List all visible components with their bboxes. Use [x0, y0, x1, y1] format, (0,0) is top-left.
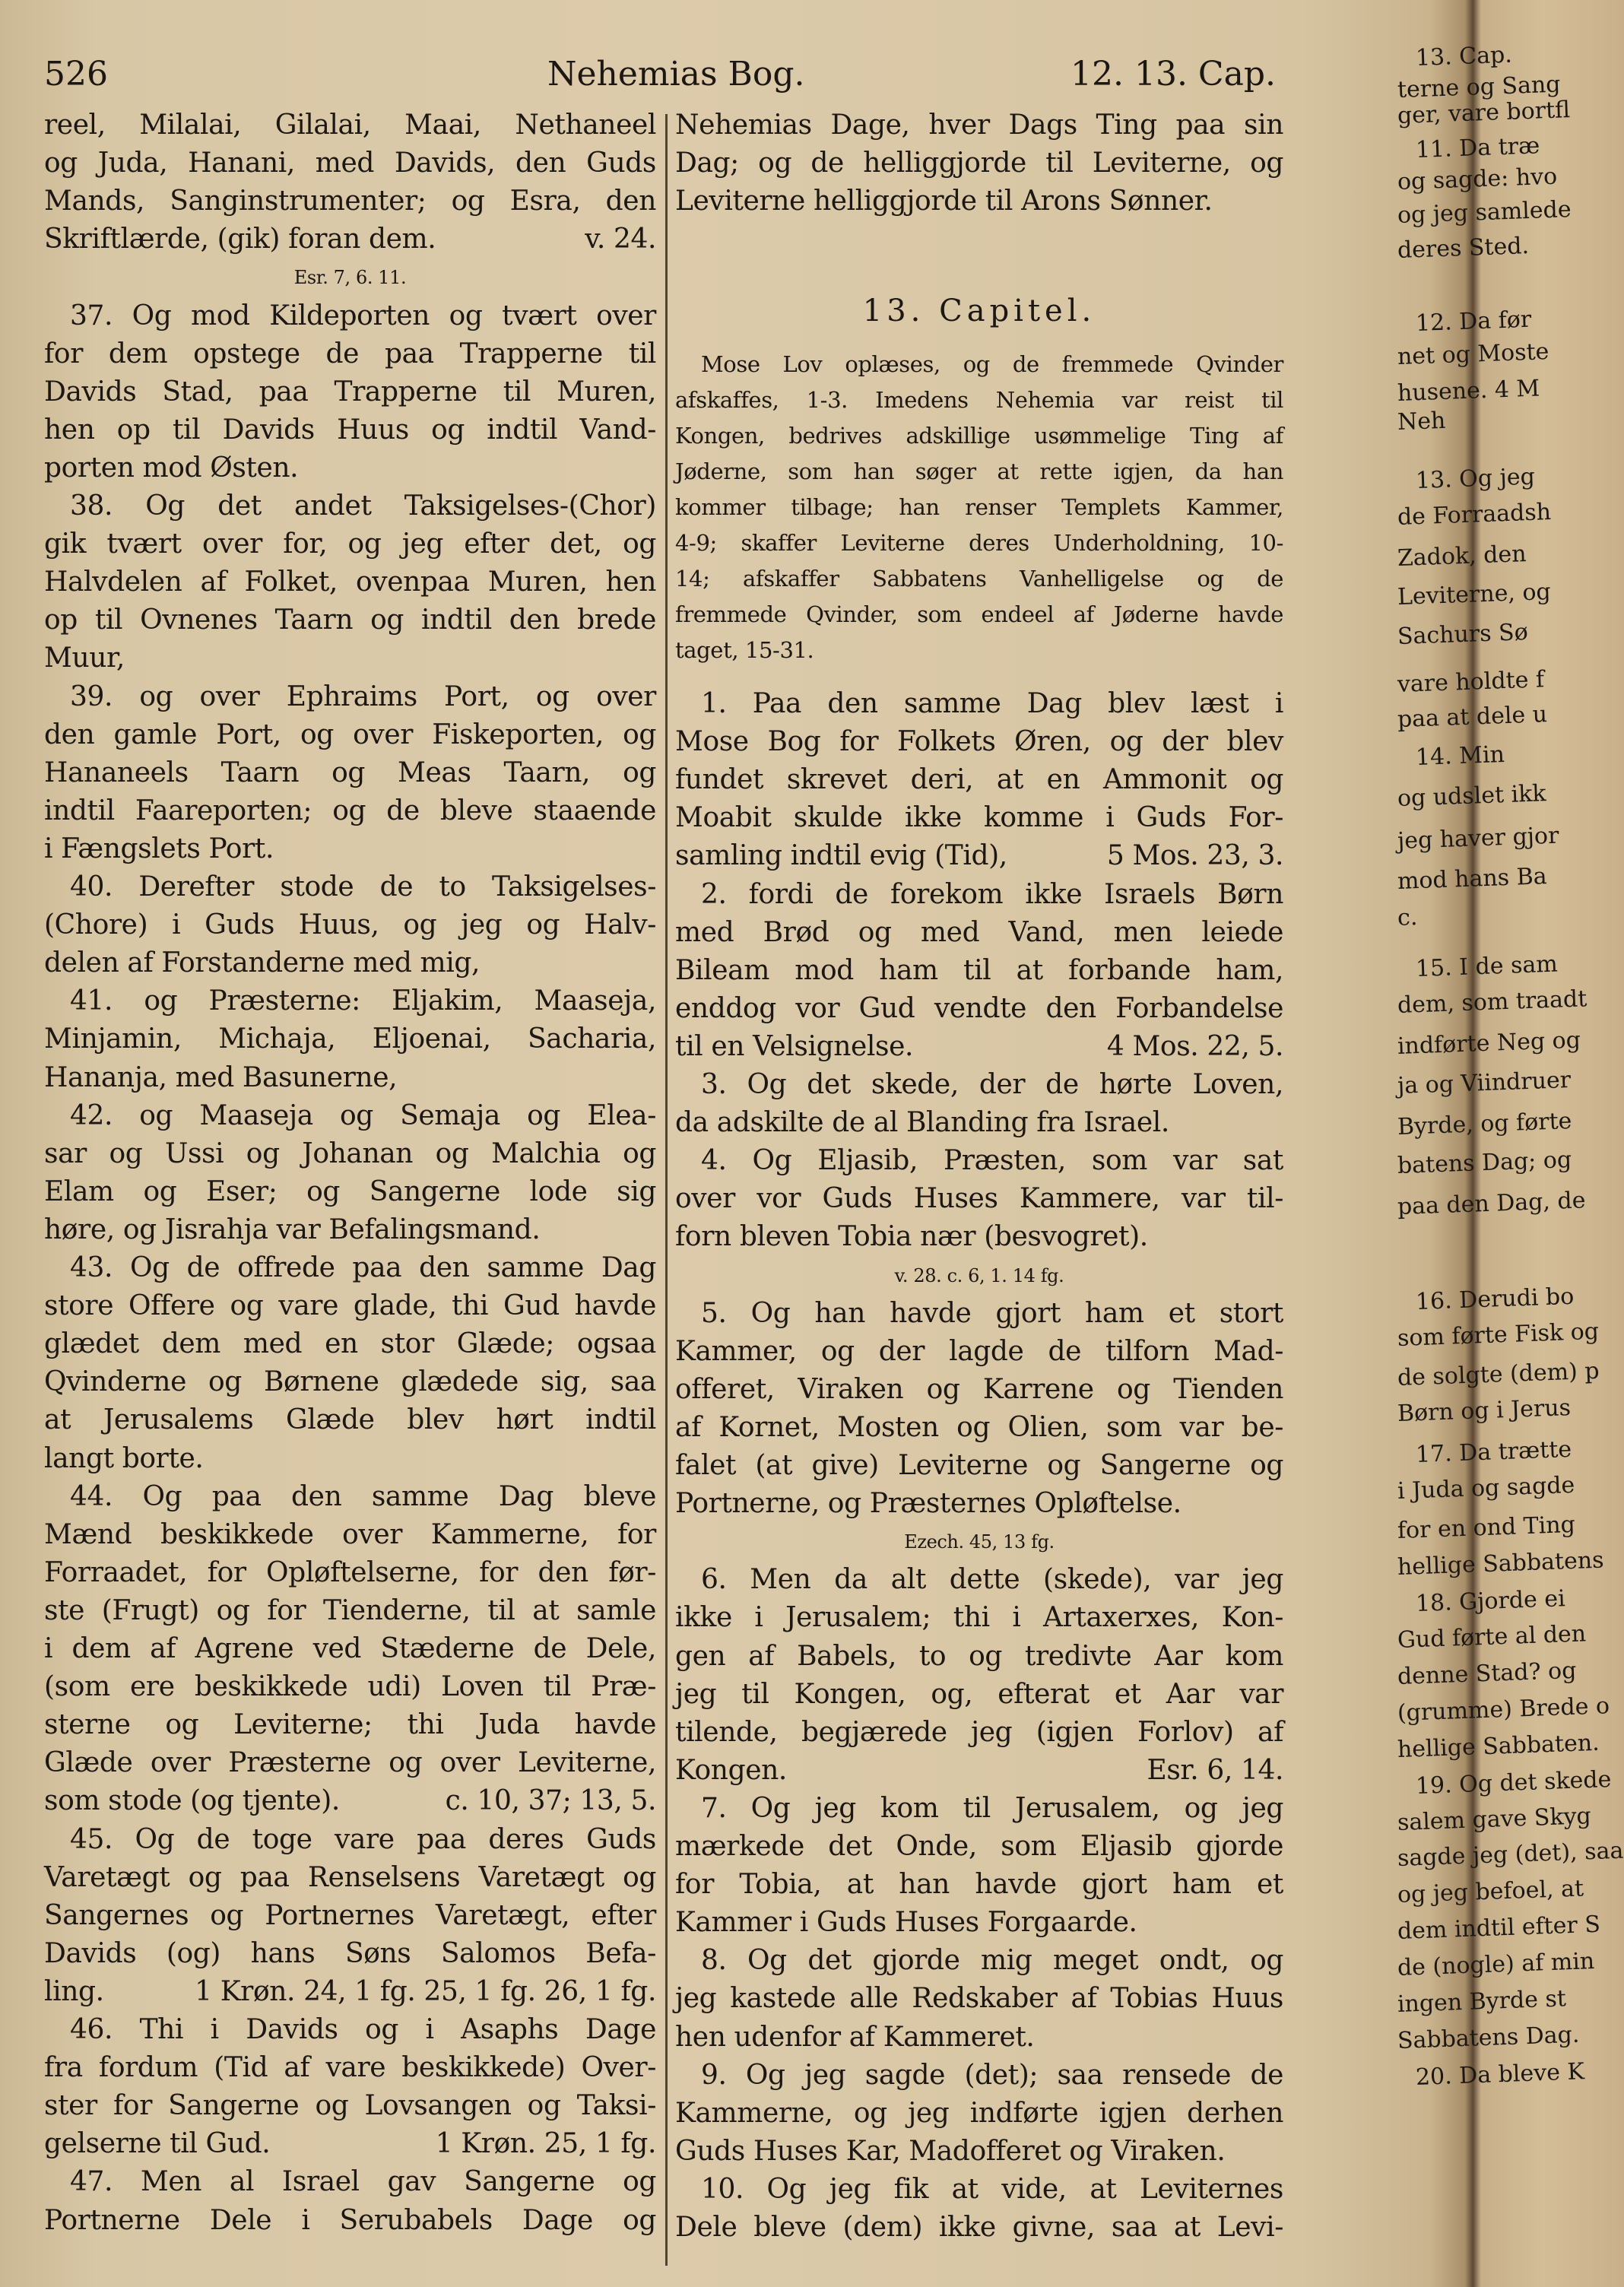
chapter-summary-line: 14; afskaffer Sabbatens Vanhelligelse og de — [675, 566, 1283, 592]
verse-start: 9. Og jeg sagde (det); saa rensede de — [701, 2059, 1283, 2091]
edge-text-line: som førte Fisk og — [1397, 1318, 1600, 1352]
verse-start: 39. og over Ephraims Port, og over — [70, 680, 656, 712]
edge-text-line: dem indtil efter S — [1397, 1911, 1601, 1946]
chapter-summary-line: kommer tilbage; han renser Templets Kammer, — [675, 494, 1283, 520]
column-divider — [665, 114, 668, 2266]
text-line: op til Ovnenes Taarn og indtil den brede — [44, 604, 656, 636]
text-line: reel, Milalai, Gilalai, Maai, Nethaneel — [44, 109, 656, 141]
edge-text-line: sagde jeg (det), saa — [1397, 1838, 1624, 1873]
running-title: Nehemias Bog. — [547, 55, 805, 94]
text-line: glædet dem med en stor Glæde; ogsaa — [44, 1328, 656, 1360]
edge-text-line: paa at dele u — [1397, 701, 1548, 734]
verse-start: 44. Og paa den samme Dag bleve — [70, 1480, 656, 1512]
text-line — [675, 837, 1283, 875]
text-line: Kammer, og der lagde de tilforn Mad- — [675, 1335, 1283, 1367]
text-line: Moabit skulde ikke komme i Guds For- — [675, 802, 1283, 834]
edge-text-line: jeg haver gjor — [1397, 822, 1559, 855]
right-column — [675, 0, 1283, 2287]
text-line: Elam og Eser; og Sangerne lode sig — [44, 1175, 656, 1207]
chapter-summary-line: 4-9; skaffer Leviterne deres Underholdning, 10- — [675, 530, 1283, 556]
text-line: Dag; og de helliggjorde til Leviterne, og — [675, 147, 1283, 179]
text-line — [675, 1752, 1283, 1790]
edge-text-line: Sabbatens Dag. — [1397, 2021, 1580, 2055]
edge-text-line: paa den Dag, de — [1397, 1187, 1586, 1221]
cross-reference: v. 28. c. 6, 1. 14 fg. — [894, 1264, 1064, 1286]
text-line: indtil Faareporten; og de bleve staaende — [44, 795, 656, 826]
edge-text-line: Sachurs Sø — [1397, 619, 1529, 651]
edge-text-line: 18. Gjorde ei — [1415, 1584, 1566, 1617]
verse-start: 40. Derefter stode de to Taksigelses- — [70, 871, 656, 902]
line-text: gelserne til Gud. — [44, 2128, 271, 2160]
line-text: Skriftlærde, (gik) foran dem. — [44, 224, 436, 255]
line-text: samling indtil evig (Tid), — [675, 840, 1007, 872]
text-line: fra fordum (Tid af vare beskikkede) Over- — [44, 2052, 656, 2084]
edge-text-line: batens Dag; og — [1397, 1147, 1572, 1180]
text-line — [44, 1973, 656, 2011]
text-line: porten mod Østen. — [44, 452, 299, 484]
edge-text-line: c. — [1397, 904, 1418, 932]
edge-text-line: ger, vare bortfl — [1397, 97, 1571, 130]
verse-start: 7. Og jeg kom til Jerusalem, og jeg — [701, 1792, 1283, 1824]
edge-text-line: terne og Sang — [1397, 71, 1562, 103]
verse-start: 3. Og det skede, der de hørte Loven, — [701, 1069, 1283, 1100]
next-page-edge — [1393, 0, 1624, 2287]
chapter-summary-line: taget, 15-31. — [675, 637, 814, 663]
text-line: Sangernes og Portnernes Varetægt, efter — [44, 1899, 656, 1931]
verse-start: 5. Og han havde gjort ham et stort — [701, 1297, 1283, 1329]
edge-text-line: og jeg samlede — [1397, 195, 1572, 229]
text-line: Halvdelen af Folket, ovenpaa Muren, hen — [44, 566, 656, 598]
text-line: gik tvært over for, og jeg efter det, og — [44, 528, 656, 560]
cross-reference: v. 24. — [585, 224, 656, 255]
edge-text-line: 12. Da før — [1415, 306, 1532, 337]
cross-reference: 1 Krøn. 24, 1 fg. 25, 1 fg. 26, 1 fg. — [195, 1975, 656, 2007]
text-line: Davids (og) hans Søns Salomos Befa- — [44, 1937, 656, 1969]
verse-start: 8. Og det gjorde mig meget ondt, og — [701, 1945, 1283, 1977]
edge-text-line: Leviterne, og — [1397, 579, 1552, 611]
text-line: over vor Guds Huses Kammere, var til- — [675, 1183, 1283, 1215]
cross-reference: 1 Krøn. 25, 1 fg. — [435, 2128, 656, 2160]
text-line: for dem opstege de paa Trapperne til — [44, 338, 656, 370]
line-text: Kongen. — [675, 1754, 787, 1786]
verse-start: 37. Og mod Kildeporten og tvært over — [70, 300, 656, 331]
text-line: offeret, Viraken og Karrene og Tienden — [675, 1373, 1283, 1405]
left-column — [44, 0, 656, 2287]
text-line: Varetægt og paa Renselsens Varetægt og — [44, 1861, 656, 1893]
text-line: Muur, — [44, 642, 125, 674]
verse-start: 42. og Maaseja og Semaja og Elea- — [70, 1099, 656, 1131]
text-line: Mænd beskikkede over Kammerne, for — [44, 1518, 656, 1550]
text-line: Leviterne helliggjorde til Arons Sønner. — [675, 186, 1213, 217]
text-line: den gamle Port, og over Fiskeporten, og — [44, 718, 656, 750]
edge-text-line: og udslet ikk — [1397, 780, 1547, 813]
text-line: Mands, Sanginstrumenter; og Esra, den — [44, 186, 656, 217]
text-line — [44, 220, 656, 259]
edge-text-line: Neh — [1397, 408, 1446, 436]
edge-text-line: salem gave Skyg — [1397, 1802, 1592, 1836]
text-line: af Kornet, Mosten og Olien, som var be- — [675, 1411, 1283, 1443]
edge-text-line: dem, som traadt — [1397, 985, 1588, 1020]
text-line: at Jerusalems Glæde blev hørt indtil — [44, 1404, 656, 1436]
cross-reference: 4 Mos. 22, 5. — [1106, 1030, 1283, 1062]
chapter-range: 12. 13. Cap. — [1071, 55, 1276, 94]
page-number: 526 — [44, 55, 108, 94]
chapter-summary-line: Jøderne, som han søger at rette igjen, da han — [675, 458, 1283, 484]
text-line: høre, og Jisrahja var Befalingsmand. — [44, 1213, 541, 1245]
edge-text-line: net og Moste — [1397, 338, 1549, 370]
text-line: med Brød og med Vand, men leiede — [675, 916, 1283, 948]
chapter-summary-line: Mose Lov oplæses, og de fremmede Qvinder — [701, 351, 1283, 377]
text-line: sterne og Leviterne; thi Juda havde — [44, 1709, 656, 1741]
chapter-heading: 13. Capitel. — [862, 293, 1096, 328]
edge-text-line: de Forraadsh — [1397, 498, 1552, 531]
cross-reference: Ezech. 45, 13 fg. — [904, 1531, 1055, 1553]
edge-text-line: 19. Og det skede — [1415, 1765, 1612, 1800]
edge-text-line: i Juda og sagde — [1397, 1471, 1575, 1505]
text-line: (som ere beskikkede udi) Loven til Præ- — [44, 1671, 656, 1703]
chapter-summary-line: fremmede Qvinder, som endeel af Jøderne havde — [675, 601, 1283, 627]
text-line: store Offere og vare glade, thi Gud havde — [44, 1290, 656, 1322]
text-line: hen udenfor af Kammeret. — [675, 2021, 1035, 2053]
edge-text-line: husene. 4 M — [1397, 375, 1540, 407]
verse-start: 38. Og det andet Taksigelses-(Chor) — [70, 490, 656, 522]
verse-start: 10. Og jeg fik at vide, at Leviternes — [701, 2173, 1283, 2205]
text-line: Dele bleve (dem) ikke givne, saa at Levi- — [675, 2212, 1283, 2243]
text-line: hen op til Davids Huus og indtil Vand- — [44, 414, 656, 446]
text-line: Qvinderne og Børnene glædede sig, saa — [44, 1366, 656, 1398]
text-line: da adskilte de al Blanding fra Israel. — [675, 1107, 1169, 1139]
verse-start: 2. fordi de forekom ikke Israels Børn — [701, 878, 1283, 910]
verse-start: 46. Thi i Davids og i Asaphs Dage — [70, 2014, 656, 2045]
text-line: Davids Stad, paa Trapperne til Muren, — [44, 376, 656, 408]
text-line: Portnerne, og Præsternes Opløftelse. — [675, 1488, 1182, 1520]
edge-text-line: Byrde, og førte — [1397, 1107, 1572, 1140]
verse-start: 4. Og Eljasib, Præsten, som var sat — [701, 1145, 1283, 1177]
text-line: mærkede det Onde, som Eljasib gjorde — [675, 1831, 1283, 1862]
verse-start: 45. Og de toge vare paa deres Guds — [70, 1823, 656, 1855]
text-line: tilende, begjærede jeg (igjen Forlov) af — [675, 1716, 1283, 1748]
edge-text-line: deres Sted. — [1397, 232, 1530, 264]
text-line: jeg til Kongen, og, efterat et Aar var — [675, 1678, 1283, 1710]
text-line: Nehemias Dage, hver Dags Ting paa sin — [675, 109, 1283, 141]
verse-start: 6. Men da alt dette (skede), var jeg — [701, 1564, 1283, 1596]
text-line: enddog vor Gud vendte den Forbandelse — [675, 992, 1283, 1024]
text-line: i Fængslets Port. — [44, 833, 274, 864]
edge-text-line: de (nogle) af min — [1397, 1948, 1595, 1982]
text-line: i dem af Agrene ved Stæderne de Dele, — [44, 1633, 656, 1664]
text-line: langt borte. — [44, 1442, 204, 1474]
text-line: (Chore) i Guds Huus, og jeg og Halv- — [44, 909, 656, 941]
edge-text-line: 17. Da trætte — [1415, 1436, 1572, 1469]
text-line: Glæde over Præsterne og over Leviterne, — [44, 1747, 656, 1779]
edge-text-line: 11. Da træ — [1415, 132, 1540, 163]
text-line — [44, 1782, 656, 1820]
text-line: for Tobia, at han havde gjort ham et — [675, 1869, 1283, 1901]
text-line: Kammer i Guds Huses Forgaarde. — [675, 1907, 1137, 1939]
verse-start: 43. Og de offrede paa den samme Dag — [70, 1252, 656, 1283]
text-line: ste (Frugt) og for Tienderne, til at samle — [44, 1594, 656, 1626]
edge-text-line: hellige Sabbatens — [1397, 1546, 1605, 1581]
edge-text-line: Gud førte al den — [1397, 1620, 1587, 1654]
text-line: falet (at give) Leviterne og Sangerne og — [675, 1450, 1283, 1481]
edge-text-line: for en ond Ting — [1397, 1511, 1576, 1544]
text-line — [675, 1028, 1283, 1066]
verse-start: 47. Men al Israel gav Sangerne og — [70, 2166, 656, 2198]
chapter-summary-line: Kongen, bedrives adskillige usømmelige Ting af — [675, 423, 1283, 449]
edge-text-line: ja og Viindruer — [1397, 1066, 1572, 1099]
edge-text-line: 15. I de sam — [1415, 950, 1559, 983]
edge-text-line: hellige Sabbaten. — [1397, 1729, 1600, 1763]
text-line: forn bleven Tobia nær (besvogret). — [675, 1221, 1148, 1253]
text-line: Guds Huses Kar, Madofferet og Viraken. — [675, 2135, 1226, 2167]
edge-text-line: indførte Neg og — [1397, 1026, 1581, 1061]
text-line: Bileam mod ham til at forbande ham, — [675, 954, 1283, 986]
verse-start: 41. og Præsterne: Eljakim, Maaseja, — [70, 985, 656, 1017]
edge-text-line: (grumme) Brede o — [1397, 1692, 1610, 1727]
edge-text-line: 16. Derudi bo — [1415, 1283, 1575, 1315]
text-line: Mose Bog for Folkets Øren, og der blev — [675, 726, 1283, 758]
cross-reference: Esr. 7, 6. 11. — [293, 267, 407, 289]
text-line: Forraadet, for Opløftelserne, for den før- — [44, 1556, 656, 1588]
text-line: fundet skrevet deri, at en Ammonit og — [675, 764, 1283, 796]
cross-reference: c. 10, 37; 13, 5. — [445, 1785, 656, 1817]
text-line: Kammerne, og jeg indførte igjen derhen — [675, 2097, 1283, 2129]
edge-text-line: de solgte (dem) p — [1397, 1357, 1600, 1391]
line-text: som stode (og tjente). — [44, 1785, 340, 1817]
edge-text-line: 13. Og jeg — [1415, 463, 1536, 494]
edge-text-line: 14. Min — [1415, 741, 1505, 772]
edge-text-line: Børn og i Jerus — [1397, 1394, 1572, 1428]
text-line: ikke i Jerusalem; thi i Artaxerxes, Kon- — [675, 1602, 1283, 1634]
cross-reference: 5 Mos. 23, 3. — [1106, 840, 1283, 872]
verse-start: 1. Paa den samme Dag blev læst i — [701, 688, 1283, 719]
edge-text-line: Zadok, den — [1397, 540, 1527, 572]
edge-text-line: denne Stad? og — [1397, 1657, 1577, 1690]
line-text: ling. — [44, 1975, 104, 2007]
text-line: Minjamin, Michaja, Eljoenai, Sacharia, — [44, 1023, 656, 1055]
line-text: til en Velsignelse. — [675, 1030, 914, 1062]
text-line: Portnerne Dele i Serubabels Dage og — [44, 2204, 656, 2236]
text-line: ster for Sangerne og Lovsangen og Taksi- — [44, 2090, 656, 2122]
edge-text-line: 13. Cap. — [1415, 41, 1513, 71]
edge-text-line: mod hans Ba — [1397, 863, 1548, 896]
text-line: og Juda, Hanani, med Davids, den Guds — [44, 147, 656, 179]
text-line: sar og Ussi og Johanan og Malchia og — [44, 1137, 656, 1169]
text-line: Hananja, med Basunerne, — [44, 1061, 398, 1093]
edge-text-line: og sagde: hvo — [1397, 163, 1558, 195]
edge-text-line: 20. Da bleve K — [1415, 2058, 1585, 2092]
text-line: jeg kastede alle Redskaber af Tobias Huus — [675, 1983, 1283, 2015]
text-line: delen af Forstanderne med mig, — [44, 947, 481, 979]
text-line: Hananeels Taarn og Meas Taarn, og — [44, 757, 656, 788]
cross-reference: Esr. 6, 14. — [1147, 1754, 1283, 1786]
chapter-summary-line: afskaffes, 1-3. Imedens Nehemia var reist til — [675, 387, 1283, 413]
edge-text-line: ingen Byrde st — [1397, 1985, 1567, 2019]
edge-text-line: og jeg befoel, at — [1397, 1875, 1584, 1909]
text-line — [44, 2125, 656, 2163]
text-line: gen af Babels, to og tredivte Aar kom — [675, 1640, 1283, 1672]
edge-text-line: vare holdte f — [1397, 666, 1545, 699]
